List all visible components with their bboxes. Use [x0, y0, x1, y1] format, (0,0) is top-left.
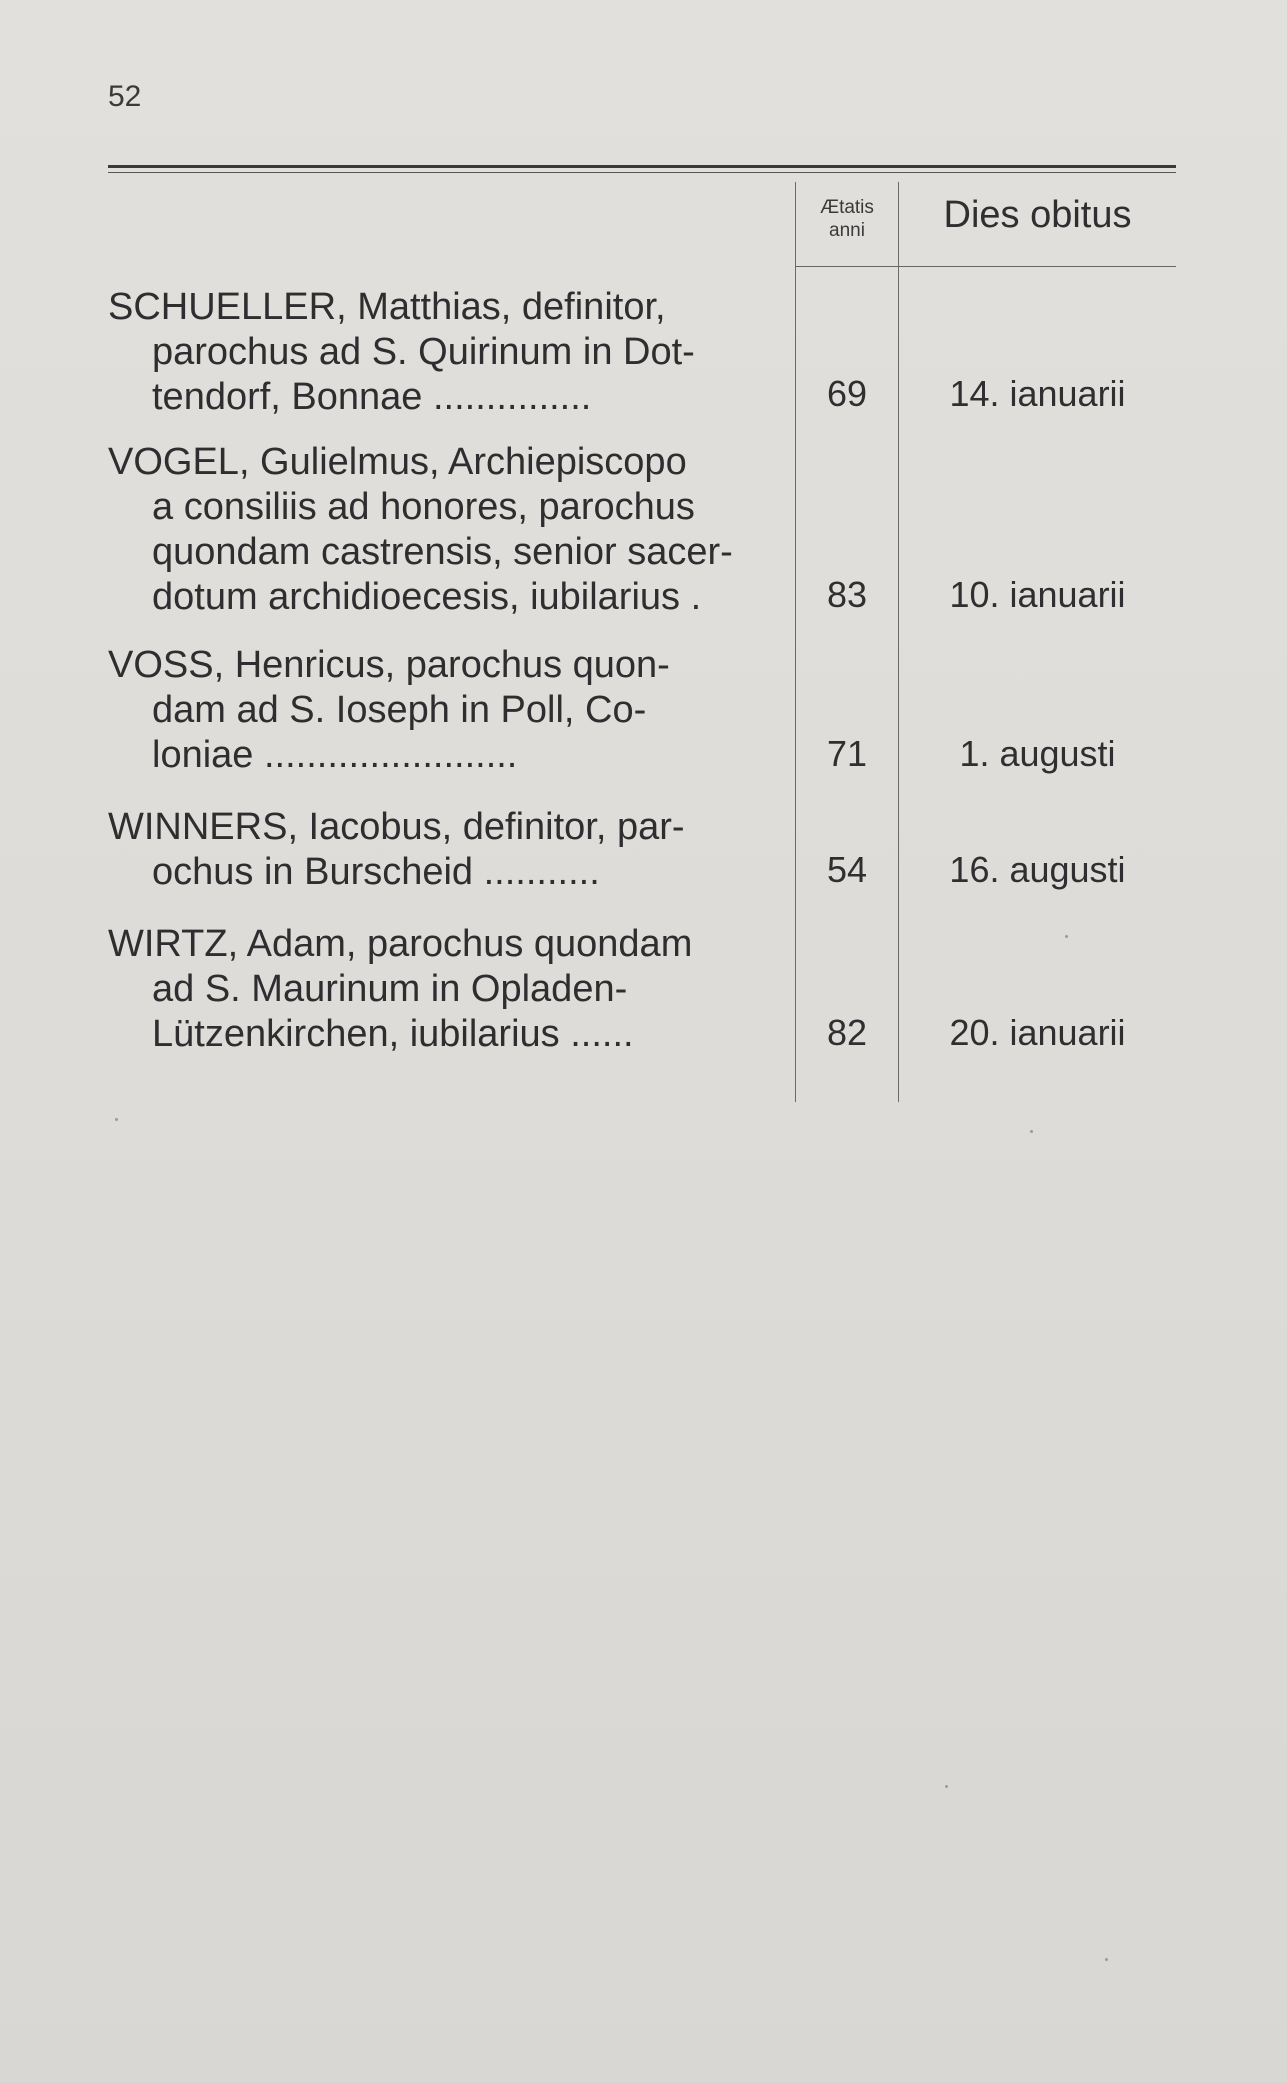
page-number: 52 [108, 80, 142, 113]
entry-line: dotum archidioecesis, iubilarius . [152, 576, 702, 618]
entry-date: 1. augusti [959, 733, 1116, 774]
entry-line: ad S. Maurinum in Opladen- [152, 968, 628, 1010]
entry-age: 71 [826, 733, 868, 774]
header-age-line2: anni [829, 220, 865, 241]
entry-date: 14. ianuarii [949, 373, 1126, 414]
top-rule-thin [108, 172, 1176, 173]
header-date: Dies obitus [943, 194, 1132, 236]
column-divider-age [795, 182, 796, 1102]
entry-line: a consiliis ad honores, parochus [152, 486, 695, 528]
entry-age: 54 [826, 849, 868, 890]
entry-age: 82 [826, 1012, 868, 1053]
entry-line: VOSS, Henricus, parochus quon- [108, 644, 670, 686]
entry-line: WINNERS, Iacobus, definitor, par- [108, 806, 685, 848]
entry-text [108, 285, 778, 420]
entry-line: quondam castrensis, senior sacer- [152, 531, 733, 573]
entry-line: SCHUELLER, Matthias, definitor, [108, 286, 666, 328]
paper-speck [945, 1785, 948, 1788]
paper-speck [1065, 935, 1068, 938]
entry-text [108, 440, 778, 620]
header-age [796, 196, 898, 242]
entry-line: Lützenkirchen, iubilarius ...... [152, 1013, 634, 1055]
entry-date: 20. ianuarii [949, 1012, 1126, 1053]
entry-line: loniae ........................ [152, 734, 518, 776]
header-age-line1: Ætatis [820, 197, 874, 218]
entry-line: dam ad S. Ioseph in Poll, Co- [152, 689, 647, 731]
entry-date: 10. ianuarii [949, 574, 1126, 615]
entry-text [108, 922, 778, 1057]
entry-text [108, 643, 778, 778]
paper-speck [1105, 1958, 1108, 1961]
entry-date: 16. augusti [949, 849, 1126, 890]
paper-speck [115, 1118, 118, 1121]
entry-line: tendorf, Bonnae ............... [152, 376, 592, 418]
column-divider-date [898, 182, 899, 1102]
entry-line: WIRTZ, Adam, parochus quondam [108, 923, 693, 965]
header-underline [795, 266, 1176, 267]
entry-line: parochus ad S. Quirinum in Dot- [152, 331, 695, 373]
entry-line: VOGEL, Gulielmus, Archiepiscopo [108, 441, 687, 483]
entry-text [108, 805, 778, 895]
entry-age: 69 [826, 373, 868, 414]
entry-line: ochus in Burscheid ........... [152, 851, 600, 893]
paper-speck [1030, 1130, 1033, 1133]
top-rule [108, 165, 1176, 168]
entry-age: 83 [826, 574, 868, 615]
